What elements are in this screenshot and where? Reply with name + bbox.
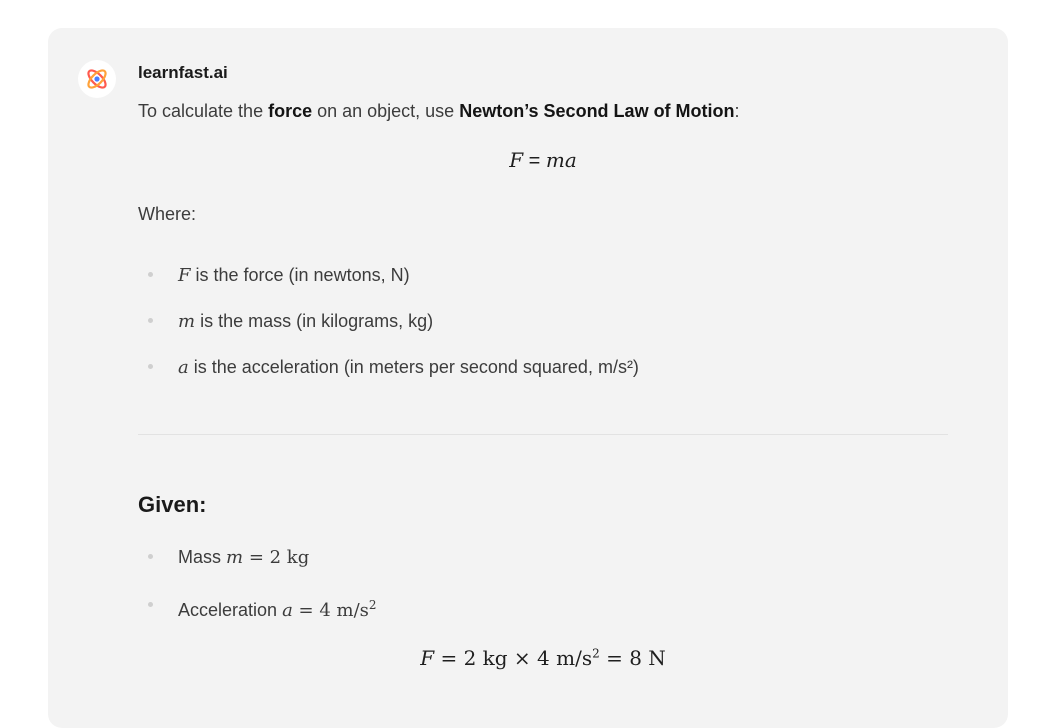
- def-symbol: a: [178, 357, 189, 378]
- equation-result: [138, 646, 948, 671]
- eq-exponent: 2: [592, 646, 600, 661]
- eq-body: = 2 kg × 4 m/s: [434, 646, 593, 670]
- list-item: [148, 308, 639, 354]
- list-item: [148, 354, 639, 400]
- intro-text: on an object, use: [312, 101, 460, 121]
- intro-bold-law: Newton’s Second Law of Motion: [459, 101, 735, 121]
- bullet-icon: [148, 554, 153, 559]
- given-value: = 2 kg: [243, 547, 310, 568]
- given-heading: Given:: [138, 492, 207, 517]
- intro-paragraph: [138, 98, 948, 124]
- bullet-icon: [148, 272, 153, 277]
- message-content: [138, 98, 948, 670]
- definition-list: [148, 262, 639, 400]
- eq-rhs: ma: [545, 148, 577, 172]
- intro-text: To calculate the: [138, 101, 269, 121]
- bullet-icon: [148, 602, 153, 607]
- eq-equals: =: [523, 150, 546, 172]
- given-var: m: [226, 547, 244, 568]
- bullet-icon: [148, 364, 153, 369]
- def-text: is the mass (in kilograms, kg): [195, 311, 434, 331]
- intro-text: :: [734, 101, 740, 121]
- list-item: [148, 544, 377, 592]
- given-label: Acceleration: [178, 600, 283, 620]
- divider: [138, 434, 948, 435]
- bullet-icon: [148, 318, 153, 323]
- def-symbol: F: [178, 265, 191, 286]
- given-label: Mass: [178, 547, 227, 567]
- def-symbol: m: [178, 311, 196, 332]
- list-item: [148, 592, 377, 640]
- eq-lhs: F: [509, 148, 524, 172]
- list-item: [148, 262, 639, 308]
- eq-lhs: F: [420, 646, 435, 670]
- atom-logo-icon: [83, 65, 111, 93]
- where-label: Where:: [138, 204, 197, 224]
- given-list: [148, 544, 377, 640]
- brand-name: learnfast.ai: [138, 63, 228, 82]
- given-value: = 4 m/s: [292, 600, 369, 621]
- given-var: a: [282, 600, 293, 621]
- def-text: is the acceleration (in meters per second squared, m/s²): [188, 357, 639, 377]
- def-text: is the force (in newtons, N): [190, 265, 410, 285]
- eq-result: = 8 N: [599, 646, 666, 670]
- intro-bold-force: force: [268, 101, 313, 121]
- given-exponent: 2: [368, 598, 377, 612]
- avatar: [78, 60, 116, 98]
- equation-force: [138, 148, 948, 173]
